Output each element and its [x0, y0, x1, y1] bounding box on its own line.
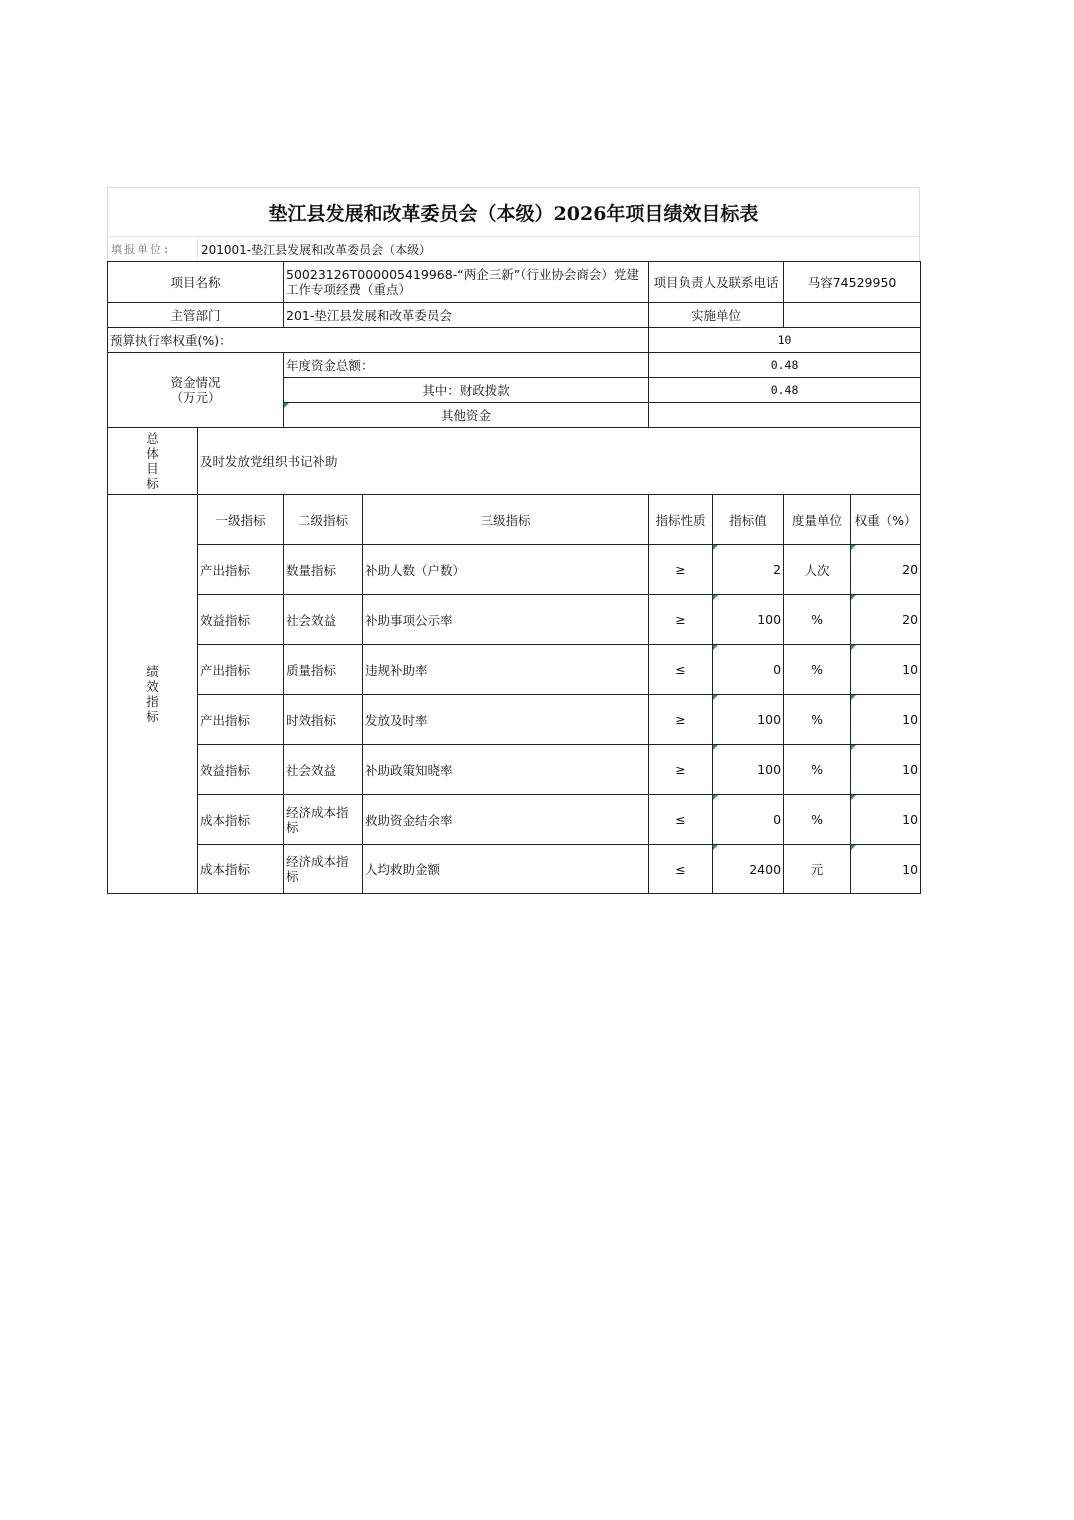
budget-weight-value: 10: [649, 328, 921, 353]
indicator-nature: ≥: [649, 745, 713, 795]
contact-label: 项目负责人及联系电话: [649, 262, 784, 303]
indicator-level1: 产出指标: [198, 545, 284, 595]
header-value: 指标值: [713, 495, 784, 545]
indicator-level3: 救助资金结余率: [363, 795, 649, 845]
document-title: 垫江县发展和改革委员会（本级）2026年项目绩效目标表: [107, 187, 920, 236]
indicator-unit: %: [784, 645, 851, 695]
indicator-level1: 成本指标: [198, 845, 284, 894]
indicator-row: [108, 595, 921, 645]
indicator-level2: 经济成本指标: [284, 795, 363, 845]
overall-goal-char: 总: [146, 431, 159, 446]
indicator-weight: 10: [851, 795, 921, 845]
header-nature: 指标性质: [649, 495, 713, 545]
indicator-row: [108, 545, 921, 595]
indicator-unit: 元: [784, 845, 851, 894]
indicator-value: 0: [713, 795, 784, 845]
indicator-level1: 效益指标: [198, 745, 284, 795]
indicator-weight: 10: [851, 845, 921, 894]
indicator-nature: ≥: [649, 595, 713, 645]
impl-label: 实施单位: [649, 303, 784, 328]
overall-goal-label: [108, 428, 198, 495]
funds-label: [108, 353, 284, 428]
indicator-unit: %: [784, 795, 851, 845]
indicator-level1: 效益指标: [198, 595, 284, 645]
overall-goal-char: 标: [146, 476, 159, 491]
dept-label: 主管部门: [108, 303, 284, 328]
indicators-char: 标: [146, 709, 159, 724]
overall-goal-row: [108, 428, 921, 495]
indicator-unit: 人次: [784, 545, 851, 595]
indicators-char: 指: [146, 694, 159, 709]
indicator-weight: 10: [851, 695, 921, 745]
indicator-weight: 10: [851, 745, 921, 795]
contact-value: 马容74529950: [784, 262, 921, 303]
indicator-row: [108, 845, 921, 894]
funds-label-line2: （万元）: [170, 390, 221, 405]
indicator-level3: 人均救助金额: [363, 845, 649, 894]
project-name-label: 项目名称: [108, 262, 284, 303]
indicator-level3: 补助事项公示率: [363, 595, 649, 645]
indicator-weight: 10: [851, 645, 921, 695]
indicator-level1: 成本指标: [198, 795, 284, 845]
project-name-row: [108, 262, 921, 303]
header-weight: 权重（%）: [851, 495, 921, 545]
indicator-level2: 数量指标: [284, 545, 363, 595]
funds-annual-value: 0.48: [649, 353, 921, 378]
indicators-char: 效: [146, 679, 159, 694]
funds-annual-label: 年度资金总额：: [284, 353, 649, 378]
impl-value: [784, 303, 921, 328]
indicator-level3: 违规补助率: [363, 645, 649, 695]
header-level2: 二级指标: [284, 495, 363, 545]
funds-fiscal-label: 其中：财政拨款: [284, 378, 649, 403]
indicator-unit: %: [784, 695, 851, 745]
budget-weight-label: 预算执行率权重(%)：: [108, 328, 649, 353]
indicator-nature: ≥: [649, 695, 713, 745]
indicator-value: 2400: [713, 845, 784, 894]
indicator-value: 0: [713, 645, 784, 695]
funds-other-value: [649, 403, 921, 428]
indicator-nature: ≤: [649, 645, 713, 695]
funds-annual-row: [108, 353, 921, 378]
indicator-value: 2: [713, 545, 784, 595]
indicator-row: [108, 745, 921, 795]
indicator-unit: %: [784, 745, 851, 795]
filler-value: 201001-垫江县发展和改革委员会（本级）: [201, 242, 432, 257]
dept-value: 201-垫江县发展和改革委员会: [284, 303, 649, 328]
indicator-header-row: [108, 495, 921, 545]
project-name-value: 50023126T000005419968-“两企三新”（行业协会商会）党建工作专项经费（重点）: [284, 262, 649, 303]
indicators-label: [108, 495, 198, 894]
performance-target-sheet: [107, 187, 920, 894]
indicator-level3: 发放及时率: [363, 695, 649, 745]
indicator-level2: 社会效益: [284, 595, 363, 645]
header-unit: 度量单位: [784, 495, 851, 545]
indicator-row: [108, 645, 921, 695]
performance-table: [107, 261, 921, 894]
indicator-value: 100: [713, 595, 784, 645]
indicator-unit: %: [784, 595, 851, 645]
indicator-nature: ≥: [649, 545, 713, 595]
indicator-weight: 20: [851, 595, 921, 645]
indicator-weight: 20: [851, 545, 921, 595]
indicator-value: 100: [713, 695, 784, 745]
dept-row: [108, 303, 921, 328]
indicator-nature: ≤: [649, 795, 713, 845]
funds-fiscal-value: 0.48: [649, 378, 921, 403]
overall-goal-text: 及时发放党组织书记补助: [198, 428, 921, 495]
indicator-row: [108, 795, 921, 845]
indicator-level1: 产出指标: [198, 645, 284, 695]
indicator-row: [108, 695, 921, 745]
indicator-level3: 补助人数（户数）: [363, 545, 649, 595]
indicator-level2: 时效指标: [284, 695, 363, 745]
indicators-char: 绩: [146, 664, 159, 679]
filler-label: 填报单位:: [108, 237, 198, 261]
indicator-value: 100: [713, 745, 784, 795]
overall-goal-char: 体: [146, 446, 159, 461]
header-level3: 三级指标: [363, 495, 649, 545]
header-level1: 一级指标: [198, 495, 284, 545]
budget-weight-row: [108, 328, 921, 353]
filler-row: [107, 236, 920, 261]
funds-label-line1: 资金情况: [170, 375, 221, 390]
indicator-nature: ≤: [649, 845, 713, 894]
indicator-level2: 经济成本指标: [284, 845, 363, 894]
indicator-level2: 社会效益: [284, 745, 363, 795]
funds-other-label: 其他资金: [284, 403, 649, 428]
overall-goal-char: 目: [146, 461, 159, 476]
indicator-level1: 产出指标: [198, 695, 284, 745]
indicator-level2: 质量指标: [284, 645, 363, 695]
indicator-level3: 补助政策知晓率: [363, 745, 649, 795]
